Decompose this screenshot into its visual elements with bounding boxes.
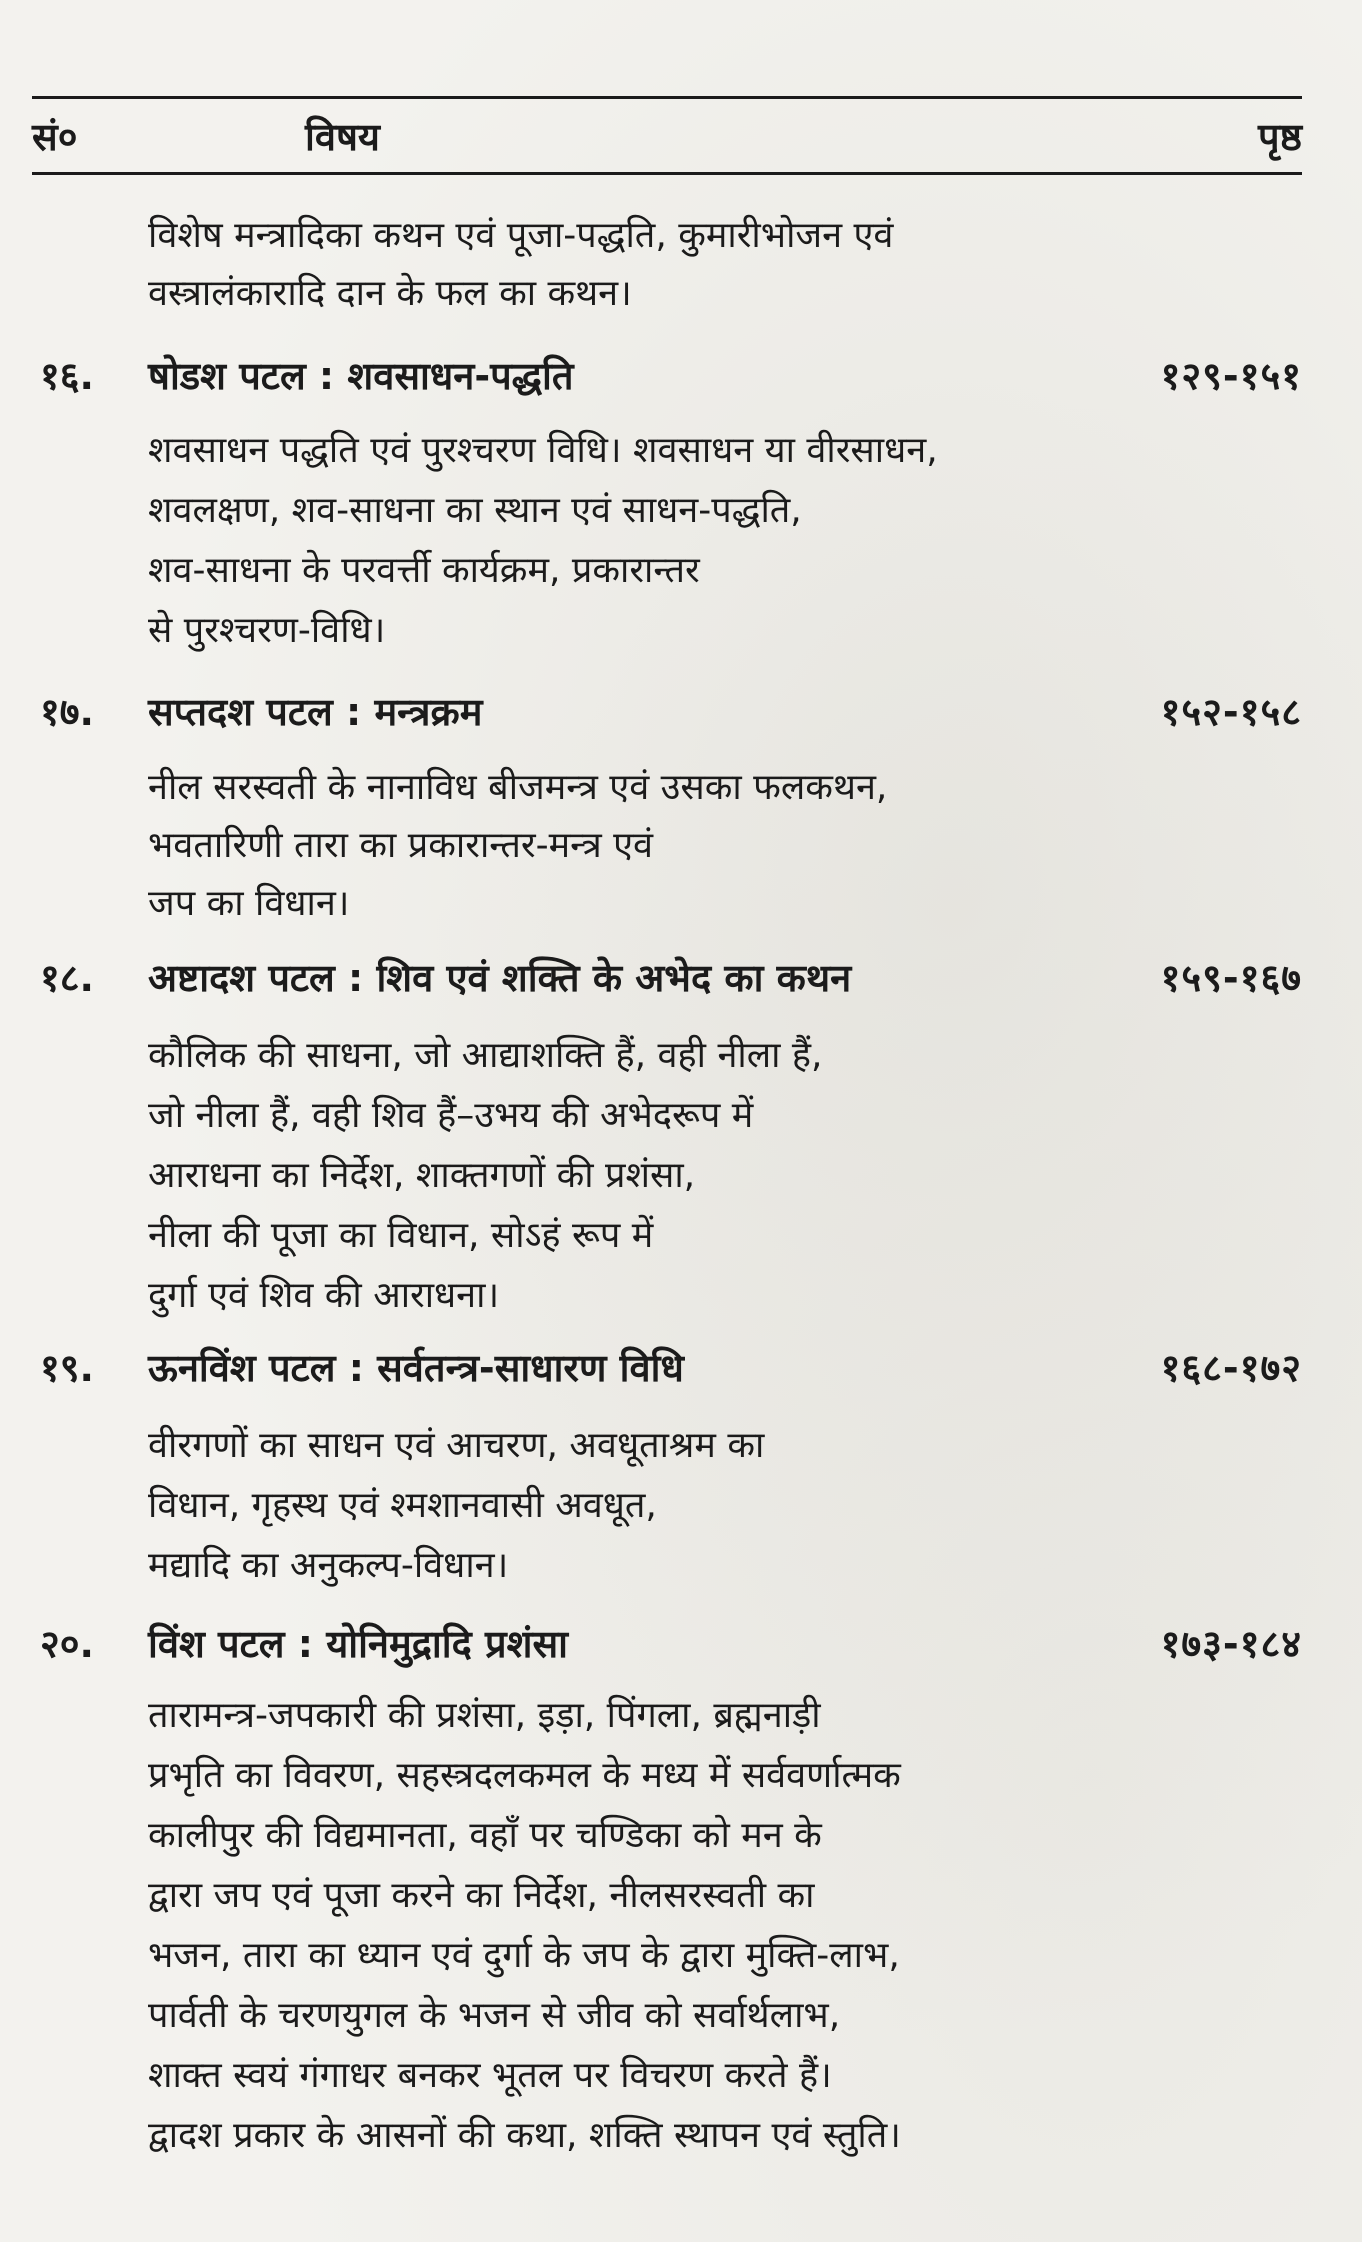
- header-subject: विषय: [305, 115, 380, 159]
- chapter-number: १६.: [40, 354, 94, 398]
- chapter-desc-line: कालीपुर की विद्यमानता, वहाँ पर चण्डिका को मन के: [148, 1815, 822, 1856]
- chapter-desc-line: शवलक्षण, शव-साधना का स्थान एवं साधन-पद्धति,: [148, 490, 802, 531]
- header-rule: [32, 172, 1302, 175]
- chapter-title: अष्टादश पटल : शिव एवं शक्ति के अभेद का कथन: [148, 956, 852, 1000]
- chapter-number: १९.: [40, 1346, 94, 1390]
- chapter-title: विंश पटल : योनिमुद्रादि प्रशंसा: [148, 1622, 568, 1666]
- chapter-desc-line: जप का विधान।: [148, 883, 350, 924]
- chapter-desc-line: शवसाधन पद्धति एवं पुरश्चरण विधि। शवसाधन या वीरसाधन,: [148, 430, 938, 471]
- chapter-number: २०.: [40, 1622, 94, 1666]
- chapter-pages: १२९-१५१: [1160, 354, 1302, 398]
- chapter-desc-line: मद्यादि का अनुकल्प-विधान।: [148, 1545, 509, 1586]
- intro-line: विशेष मन्त्रादिका कथन एवं पूजा-पद्धति, कुमारीभोजन एवं: [148, 215, 894, 256]
- chapter-desc-line: नीला की पूजा का विधान, सोऽहं रूप में: [148, 1215, 654, 1256]
- chapter-pages: १५२-१५८: [1160, 690, 1302, 734]
- chapter-desc-line: नील सरस्वती के नानाविध बीजमन्त्र एवं उसका फलकथन,: [148, 767, 888, 808]
- chapter-desc-line: जो नीला हैं, वही शिव हैं–उभय की अभेदरूप में: [148, 1095, 754, 1136]
- chapter-desc-line: भवतारिणी तारा का प्रकारान्तर-मन्त्र एवं: [148, 825, 654, 866]
- chapter-pages: १७३-१८४: [1160, 1622, 1302, 1666]
- chapter-desc-line: द्वारा जप एवं पूजा करने का निर्देश, नीलसरस्वती का: [148, 1875, 815, 1916]
- chapter-desc-line: तारामन्त्र-जपकारी की प्रशंसा, इड़ा, पिंगला, ब्रह्मनाड़ी: [148, 1695, 821, 1736]
- chapter-desc-line: वीरगणों का साधन एवं आचरण, अवधूताश्रम का: [148, 1425, 765, 1466]
- chapter-title: षोडश पटल : शवसाधन-पद्धति: [148, 354, 574, 398]
- chapter-desc-line: पार्वती के चरणयुगल के भजन से जीव को सर्वार्थलाभ,: [148, 1995, 841, 2036]
- header-page: पृष्ठ: [1258, 115, 1302, 159]
- top-rule: [32, 96, 1302, 99]
- chapter-desc-line: शाक्त स्वयं गंगाधर बनकर भूतल पर विचरण करते हैं।: [148, 2055, 832, 2096]
- chapter-desc-line: कौलिक की साधना, जो आद्याशक्ति हैं, वही नीला हैं,: [148, 1035, 823, 1076]
- chapter-pages: १५९-१६७: [1160, 956, 1302, 1000]
- chapter-number: १८.: [40, 956, 94, 1000]
- intro-line: वस्त्रालंकारादि दान के फल का कथन।: [148, 273, 632, 314]
- chapter-desc-line: शव-साधना के परवर्त्ती कार्यक्रम, प्रकारान्तर: [148, 550, 700, 591]
- chapter-desc-line: भजन, तारा का ध्यान एवं दुर्गा के जप के द्वारा मुक्ति-लाभ,: [148, 1935, 900, 1976]
- chapter-title: ऊनविंश पटल : सर्वतन्त्र-साधारण विधि: [148, 1346, 684, 1390]
- chapter-desc-line: विधान, गृहस्थ एवं श्मशानवासी अवधूत,: [148, 1485, 657, 1526]
- header-serial-number: सं०: [32, 115, 78, 159]
- chapter-number: १७.: [40, 690, 94, 734]
- chapter-desc-line: दुर्गा एवं शिव की आराधना।: [148, 1275, 500, 1316]
- chapter-desc-line: प्रभृति का विवरण, सहस्त्रदलकमल के मध्य में सर्ववर्णात्मक: [148, 1755, 901, 1796]
- chapter-title: सप्तदश पटल : मन्त्रक्रम: [148, 690, 483, 734]
- chapter-desc-line: से पुरश्चरण-विधि।: [148, 610, 386, 651]
- chapter-desc-line: द्वादश प्रकार के आसनों की कथा, शक्ति स्थापन एवं स्तुति।: [148, 2115, 901, 2156]
- chapter-pages: १६८-१७२: [1160, 1346, 1302, 1390]
- chapter-desc-line: आराधना का निर्देश, शाक्तगणों की प्रशंसा,: [148, 1155, 696, 1196]
